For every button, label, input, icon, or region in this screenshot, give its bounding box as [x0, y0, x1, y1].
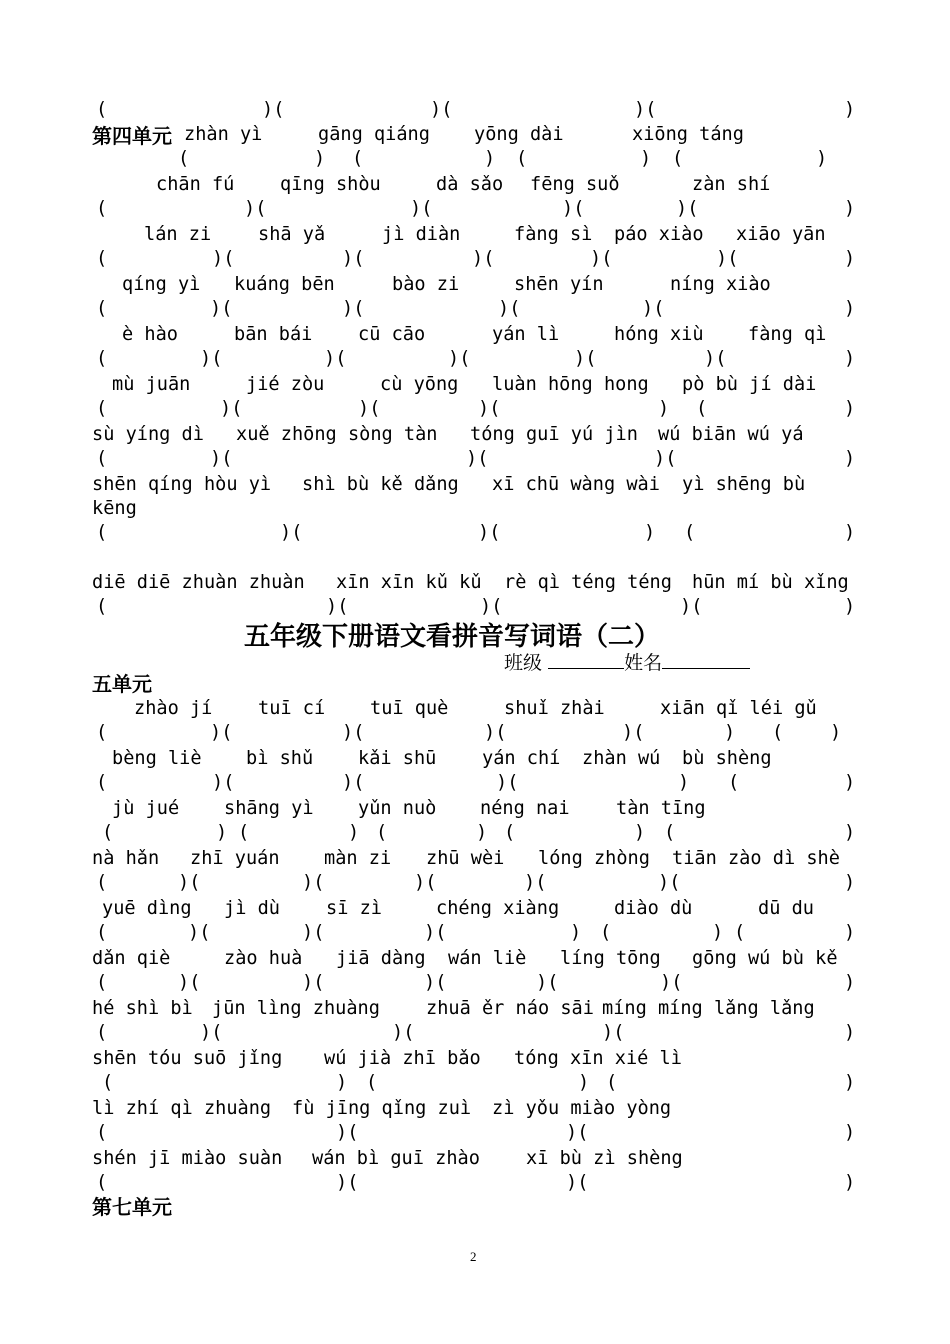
- unit4-row4-pinyin: qíng yì kuáng bēn bào zi shēn yín níng xiào: [122, 274, 771, 295]
- unit5-row1-parens: ( )( )( )( )( ) ( ): [96, 722, 842, 743]
- unit5-row6-parens: ( )( )( )( )( )( ): [96, 972, 856, 993]
- unit5-row10-pinyin: shén jī miào suàn wán bì guī zhào xī bù zì shèng: [92, 1148, 683, 1169]
- unit4-row9-pinyin: diē diē zhuàn zhuàn xīn xīn kǔ kǔ rè qì téng téng hūn mí bù xǐng: [92, 572, 849, 593]
- name-blank[interactable]: [662, 650, 750, 669]
- unit4-row7-parens: ( )( )( )( ): [96, 448, 856, 469]
- unit5-row2-pinyin: bèng liè bì shǔ kǎi shū yán chí zhàn wú bù shèng: [112, 748, 772, 769]
- unit5-row3-parens: ( ) ( ) ( ) ( ) ( ): [102, 822, 856, 843]
- unit4-row5-parens: ( )( )( )( )( )( ): [96, 348, 856, 369]
- unit5-row5-parens: ( )( )( )( ) ( ) ( ): [96, 922, 856, 943]
- unit4-row2-parens: ( )( )( )( )( ): [96, 198, 856, 219]
- unit5-row2-parens: ( )( )( )( ) ( ): [96, 772, 856, 793]
- unit4-row8-pinyin: shēn qíng hòu yì shì bù kě dǎng xī chū wàng wài yì shēng bù: [92, 474, 806, 495]
- unit4-row9-parens: ( )( )( )( ): [96, 596, 856, 617]
- name-label: 姓名: [624, 652, 663, 674]
- unit4-row3-pinyin: lán zi shā yǎ jì diàn fàng sì páo xiào xiāo yān: [144, 224, 826, 245]
- unit4-row7-pinyin: sù yíng dì xuě zhōng sòng tàn tóng guī yú jìn wú biān wú yá: [92, 424, 804, 445]
- unit5-row5-pinyin: yuē dìng jì dù sī zì chéng xiàng diào dù dū du: [102, 898, 814, 919]
- unit4-row1-pinyin: zhàn yì gāng qiáng yōng dài xiōng táng: [184, 124, 744, 145]
- class-name-line: [504, 650, 750, 676]
- unit5-row7-pinyin: hé shì bì jūn lìng zhuàng zhuā ěr náo sāi míng míng lǎng lǎng: [92, 998, 815, 1019]
- unit4-row5-pinyin: è hào bān bái cū cāo yán lì hóng xiù fàng qì: [122, 324, 827, 345]
- unit5-row9-pinyin: lì zhí qì zhuàng fù jīng qǐng zuì zì yǒu miào yòng: [92, 1098, 672, 1119]
- class-blank[interactable]: [548, 650, 624, 669]
- unit4-row6-parens: ( )( )( )( ) ( ): [96, 398, 856, 419]
- unit5-row3-pinyin: jù jué shāng yì yǔn nuò néng nai tàn tīng: [112, 798, 706, 819]
- unit4-row4-parens: ( )( )( )( )( ): [96, 298, 856, 319]
- class-label: 班级: [504, 652, 543, 674]
- unit4-heading: 第四单元: [92, 124, 172, 148]
- unit5-row10-parens: ( )( )( ): [96, 1172, 856, 1193]
- unit5-heading: 五单元: [92, 672, 152, 696]
- unit4-row3-parens: ( )( )( )( )( )( ): [96, 248, 856, 269]
- unit4-row8-wrap: kēng: [92, 498, 137, 519]
- unit5-row4-pinyin: nà hǎn zhī yuán màn zi zhū wèi lóng zhòng tiān zào dì shè: [92, 848, 840, 869]
- unit4-row6-pinyin: mù juān jié zòu cù yōng luàn hōng hong pò bù jí dài: [112, 374, 817, 395]
- unit5-row8-pinyin: shēn tóu suō jǐng wú jià zhī bǎo tóng xīn xié lì: [92, 1048, 682, 1069]
- unit7-heading: 第七单元: [92, 1195, 172, 1219]
- unit5-row8-parens: ( ) ( ) ( ): [102, 1072, 856, 1093]
- unit5-row4-parens: ( )( )( )( )( )( ): [96, 872, 856, 893]
- unit4-row8-parens: ( )( )( ) ( ): [96, 522, 856, 543]
- unit5-row1-pinyin: zhào jí tuī cí tuī què shuǐ zhài xiān qǐ léi gǔ: [134, 698, 817, 719]
- paren-row-top: ( )( )( )( ): [96, 99, 856, 120]
- unit4-row1-parens: ( ) ( ) ( ) ( ): [178, 148, 828, 169]
- unit4-row2-pinyin: chān fú qīng shòu dà sǎo fēng suǒ zàn shí: [156, 174, 771, 195]
- page-title: 五年级下册语文看拼音写词语（二）: [244, 622, 661, 652]
- unit5-row9-parens: ( )( )( ): [96, 1122, 856, 1143]
- page-number: 2: [470, 1249, 477, 1264]
- unit5-row6-pinyin: dǎn qiè zào huà jiā dàng wán liè líng tōng gōng wú bù kě: [92, 948, 838, 969]
- unit5-row7-parens: ( )( )( )( ): [96, 1022, 856, 1043]
